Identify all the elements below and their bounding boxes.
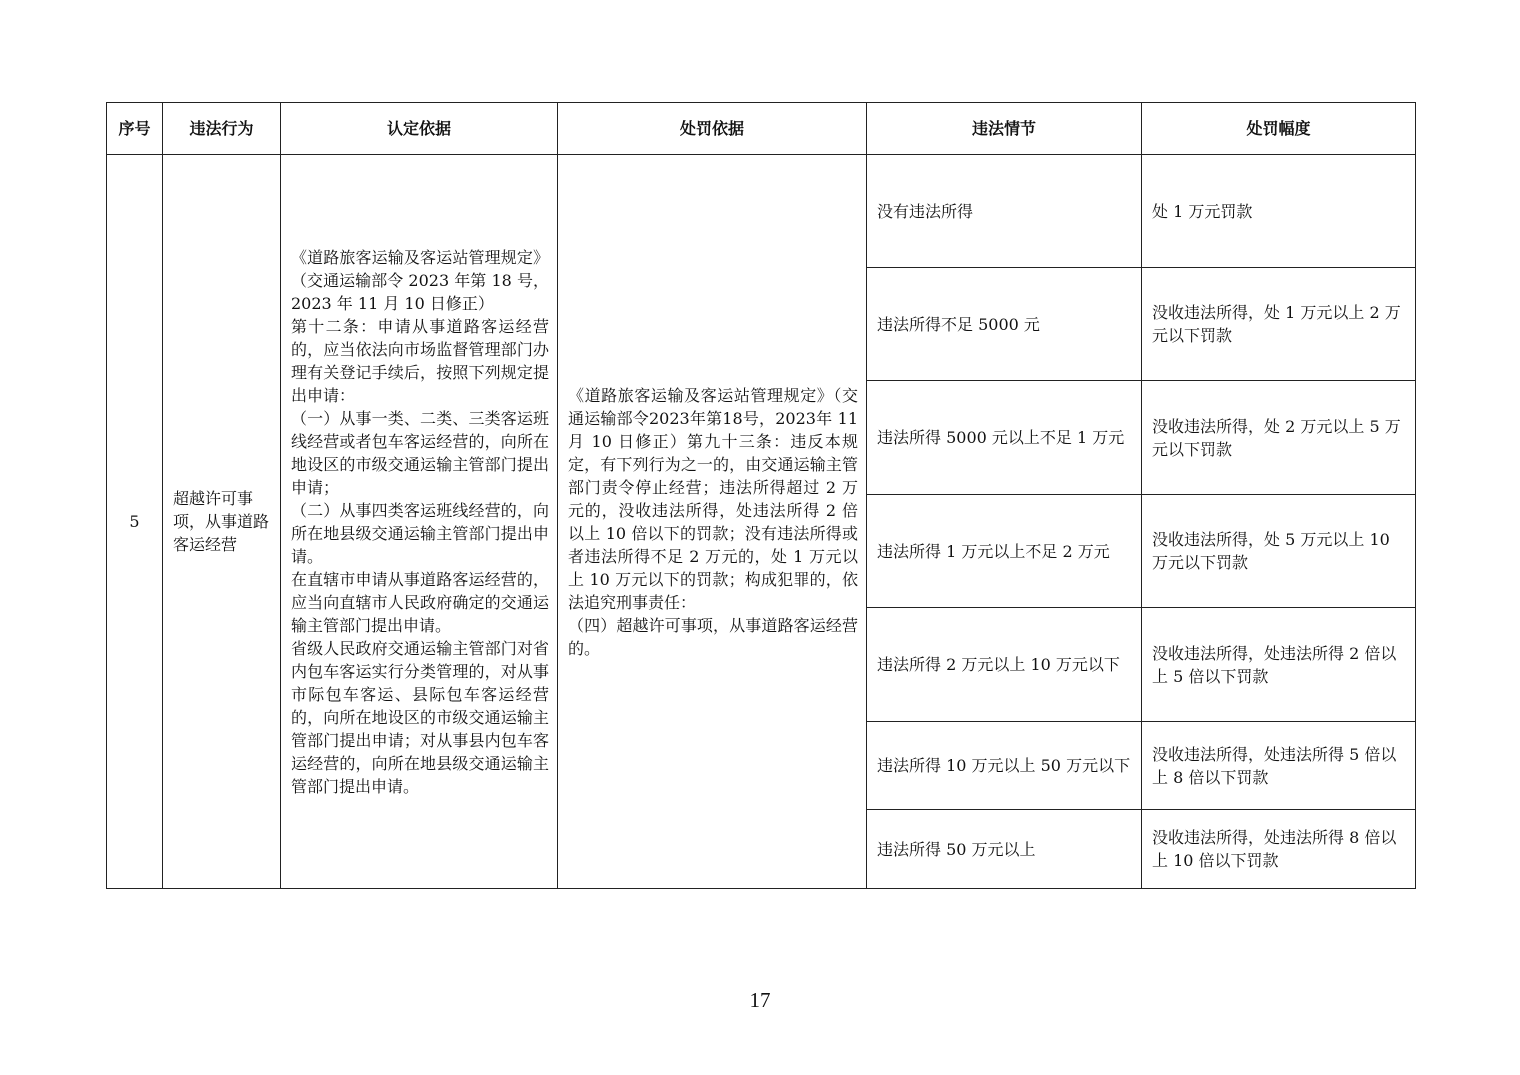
header-basis: 认定依据 xyxy=(281,103,558,155)
cell-penalty-range: 没收违法所得，处违法所得 2 倍以上 5 倍以下罚款 xyxy=(1142,608,1416,722)
table-row xyxy=(107,155,1416,268)
header-punishment: 处罚依据 xyxy=(558,103,867,155)
cell-penalty-range: 没收违法所得，处 1 万元以上 2 万元以下罚款 xyxy=(1142,268,1416,381)
cell-penalty-range: 没收违法所得，处违法所得 8 倍以上 10 倍以下罚款 xyxy=(1142,810,1416,889)
cell-penalty-range: 没收违法所得，处 2 万元以上 5 万元以下罚款 xyxy=(1142,381,1416,495)
penalty-table xyxy=(106,102,1416,889)
header-seq: 序号 xyxy=(107,103,163,155)
header-row xyxy=(107,103,1416,155)
header-range: 处罚幅度 xyxy=(1142,103,1416,155)
cell-penalty-range: 没收违法所得，处违法所得 5 倍以上 8 倍以下罚款 xyxy=(1142,722,1416,810)
cell-circumstance: 违法所得 5000 元以上不足 1 万元 xyxy=(867,381,1142,495)
cell-violation-act: 超越许可事项，从事道路客运经营 xyxy=(163,155,281,889)
cell-circumstance: 违法所得 50 万元以上 xyxy=(867,810,1142,889)
header-circumstance: 违法情节 xyxy=(867,103,1142,155)
cell-circumstance: 违法所得 2 万元以上 10 万元以下 xyxy=(867,608,1142,722)
cell-circumstance: 违法所得 10 万元以上 50 万元以下 xyxy=(867,722,1142,810)
cell-circumstance: 违法所得 1 万元以上不足 2 万元 xyxy=(867,495,1142,608)
cell-determination-basis: 《道路旅客运输及客运站管理规定》（交通运输部令 2023 年第 18 号，2023 年 11 月 10 日修正） 第十二条：申请从事道路客运经营的，应当依法向市场监督管理部门办理有关登记手续后，按照下列规定提出申请： （一）从事一类、二类、三类客运班线经营或者包车客运经营的，向所在地设区的市级交通运输主管部门提出申请； （二）从事四类客运班线经营的，向所在地县级交通运输主管部门提出申请。 在直辖市申请从事道路客运经营的，应当向直辖市人民政府确定的交通运输主管部门提出申请。 省级人民政府交通运输主管部门对省内包车客运实行分类管理的，对从事市际包车客运、县际包车客运经营的，向所在地设区的市级交通运输主管部门提出申请；对从事县内包车客运经营的，向所在地县级交通运输主管部门提出申请。 xyxy=(281,155,558,889)
cell-penalty-range: 处 1 万元罚款 xyxy=(1142,155,1416,268)
cell-seq: 5 xyxy=(107,155,163,889)
cell-penalty-range: 没收违法所得，处 5 万元以上 10 万元以下罚款 xyxy=(1142,495,1416,608)
header-act: 违法行为 xyxy=(163,103,281,155)
cell-punishment-basis: 《道路旅客运输及客运站管理规定》（交通运输部令2023年第18号，2023年 11 月 10 日修正）第九十三条：违反本规定，有下列行为之一的，由交通运输主管部门责令停止经营；违法所得超过 2 万元的，没收违法所得，处违法所得 2 倍以上 10 倍以下的罚款；没有违法所得或者违法所得不足 2 万元的，处 1 万元以上 10 万元以下的罚款；构成犯罪的，依法追究刑事责任： （四）超越许可事项，从事道路客运经营的。 xyxy=(558,155,867,889)
page-number: 17 xyxy=(749,988,771,1012)
cell-circumstance: 没有违法所得 xyxy=(867,155,1142,268)
cell-circumstance: 违法所得不足 5000 元 xyxy=(867,268,1142,381)
